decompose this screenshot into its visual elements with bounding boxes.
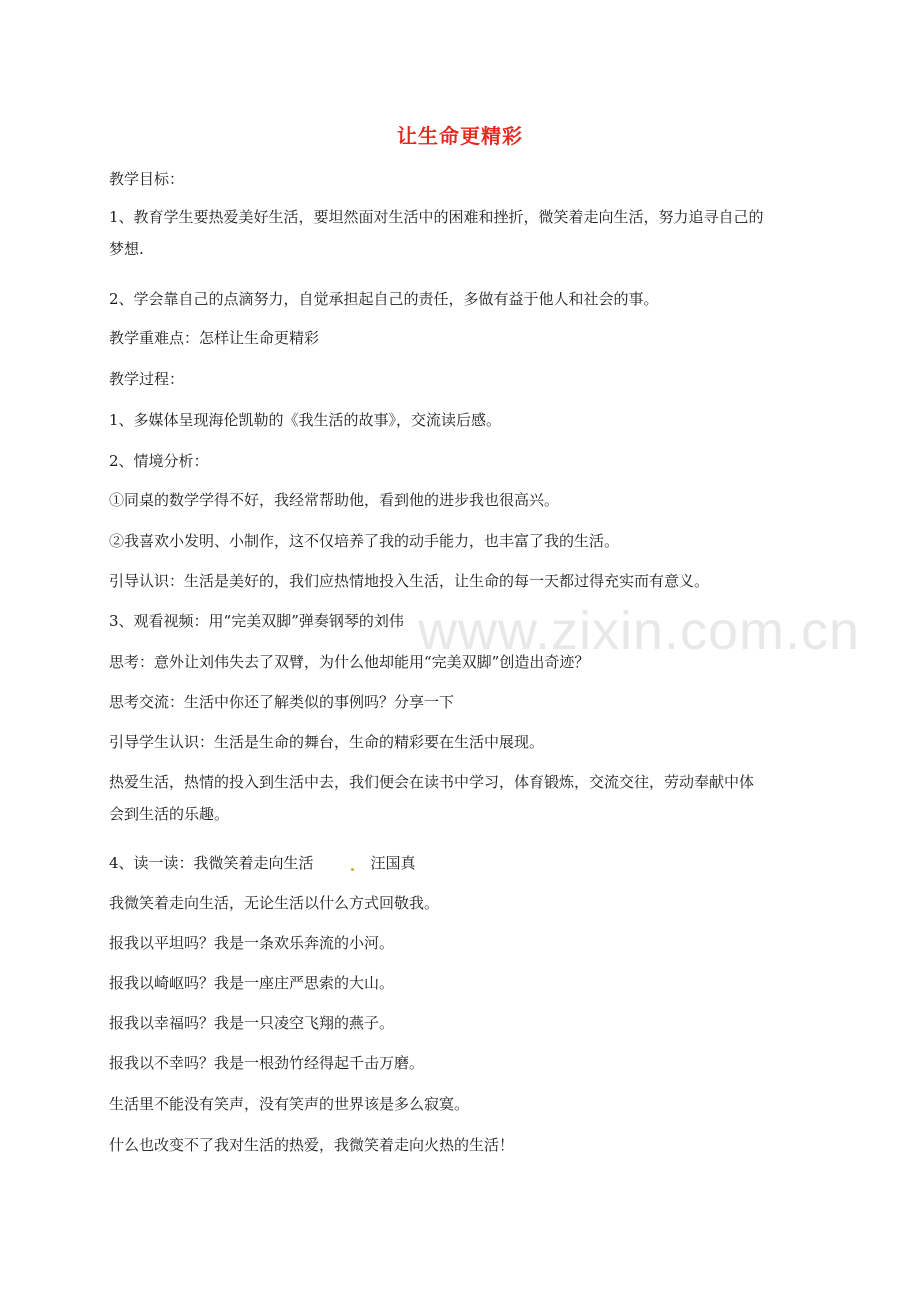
- goal-1: [109, 206, 815, 260]
- step-4-author: 汪国真: [370, 854, 416, 872]
- love-life-paragraph: [109, 771, 815, 825]
- mark-dot: [351, 868, 354, 871]
- poem-line-1: 我微笑着走向生活，无论生活以什么方式回敬我。: [109, 894, 440, 912]
- goal-1-row-2: 梦想.: [109, 240, 144, 258]
- discuss: 思考交流：生活中你还了解类似的事例吗？分享一下: [109, 693, 455, 711]
- key-points: 教学重难点：怎样让生命更精彩: [109, 329, 320, 347]
- step-2: 2、情境分析：: [109, 452, 209, 470]
- goals-label: 教学目标：: [109, 170, 185, 188]
- step-3: 3、观看视频：用“完美双脚”弹奏钢琴的刘伟: [109, 612, 404, 630]
- love-life-row-1: 热爱生活，热情的投入到生活中去，我们便会在读书中学习，体育锻炼，交流交往，劳动奉献中体: [109, 773, 755, 791]
- love-life-row-2: 会到生活的乐趣。: [109, 805, 230, 823]
- goal-2: 2、学会靠自己的点滴努力，自觉承担起自己的责任，多做有益于他人和社会的事。: [109, 290, 659, 308]
- page-title: 让生命更精彩: [397, 124, 523, 148]
- think-question: 思考：意外让刘伟失去了双臂，为什么他却能用“完美双脚”创造出奇迹？: [109, 653, 590, 671]
- step-4-text: 4、读一读：我微笑着走向生活: [109, 854, 314, 872]
- case-2: ②我喜欢小发明、小制作，这不仅培养了我的动手能力，也丰富了我的生活。: [109, 532, 620, 550]
- process-label: 教学过程：: [109, 370, 185, 388]
- poem-line-3: 报我以崎岖吗？我是一座庄严思索的大山。: [109, 974, 395, 992]
- poem-line-6: 生活里不能没有笑声，没有笑声的世界该是多么寂寞。: [109, 1095, 470, 1113]
- poem-line-4: 报我以幸福吗？我是一只凌空飞翔的燕子。: [109, 1014, 395, 1032]
- guide-2: 引导学生认识：生活是生命的舞台，生命的精彩要在生活中展现。: [109, 733, 545, 751]
- poem-line-5: 报我以不幸吗？我是一根劲竹经得起千击万磨。: [109, 1054, 425, 1072]
- poem-line-2: 报我以平坦吗？我是一条欢乐奔流的小河。: [109, 934, 395, 952]
- case-1: ①同桌的数学学得不好，我经常帮助他，看到他的进步我也很高兴。: [109, 491, 560, 509]
- watermark: www.zixin.com.cn: [418, 601, 861, 661]
- poem-line-7: 什么也改变不了我对生活的热爱，我微笑着走向火热的生活！: [109, 1136, 515, 1154]
- step-4: [109, 852, 416, 874]
- goal-1-row-1: 1、教育学生要热爱美好生活，要坦然面对生活中的困难和挫折，微笑着走向生活，努力追寻自己的: [109, 208, 764, 226]
- guide-1: 引导认识：生活是美好的，我们应热情地投入生活，让生命的每一天都过得充实而有意义。: [109, 572, 710, 590]
- step-1: 1、多媒体呈现海伦凯勒的《我生活的故事》，交流读后感。: [109, 411, 502, 429]
